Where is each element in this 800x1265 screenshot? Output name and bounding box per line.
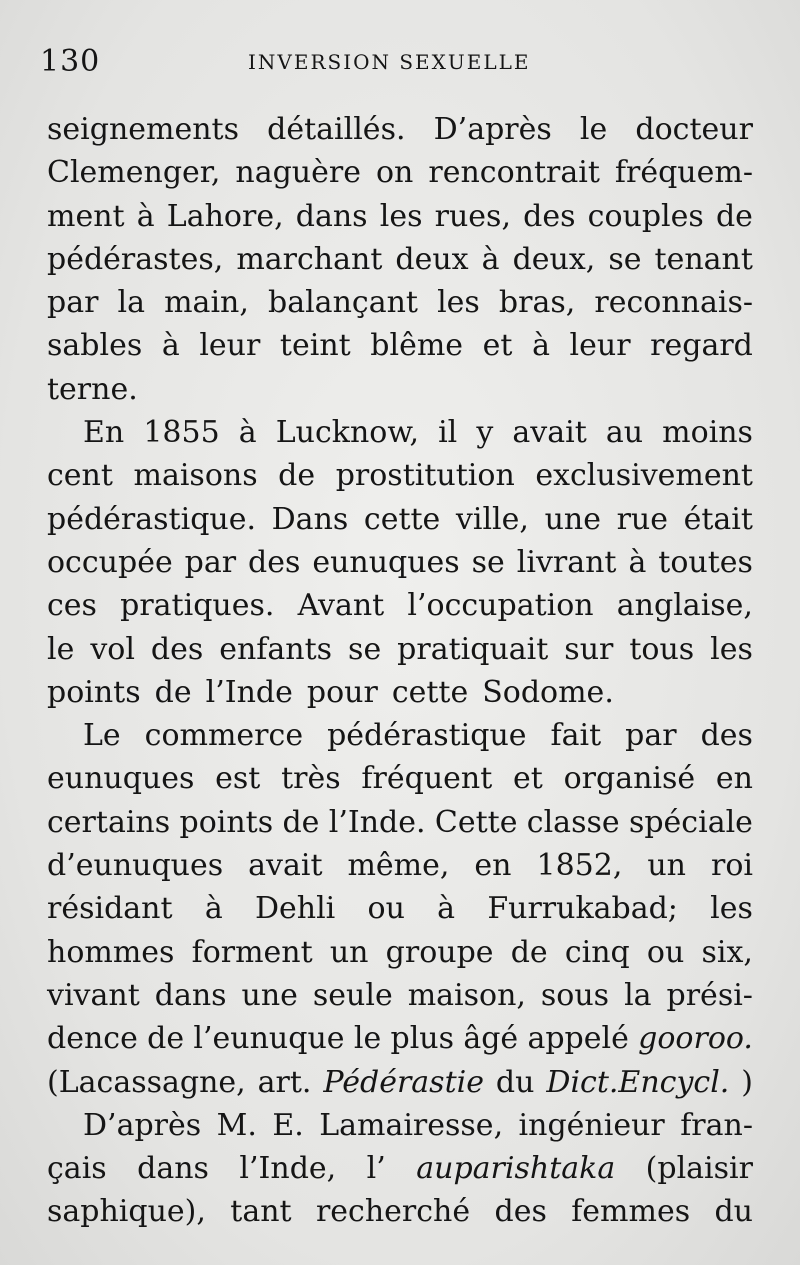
word: par	[184, 544, 237, 580]
word: recherché	[315, 1194, 471, 1230]
word: tous	[629, 631, 695, 667]
word: cinq	[564, 934, 630, 970]
word: pratiquait	[397, 631, 549, 667]
word: eunuques	[312, 544, 460, 580]
word: les	[379, 198, 423, 234]
word: du	[714, 1194, 753, 1230]
word: prési-	[666, 977, 753, 1013]
word: regard	[650, 328, 753, 364]
text-line	[47, 671, 753, 714]
text-line	[47, 844, 753, 887]
word: l’Inde.	[328, 804, 426, 840]
text-line	[47, 411, 753, 454]
word: organisé	[563, 761, 696, 797]
word: gooroo.	[638, 1021, 753, 1057]
word: l’Inde,	[239, 1151, 337, 1187]
text-line	[47, 1017, 753, 1060]
word: par	[47, 285, 99, 321]
word: fréquem-	[614, 155, 753, 191]
word: teint	[279, 328, 351, 364]
word: à	[628, 544, 647, 580]
word: un	[329, 934, 369, 970]
word: la	[117, 285, 146, 321]
text-line	[47, 238, 753, 281]
word: marchant	[236, 241, 383, 277]
word: occupée	[47, 544, 173, 580]
word: tenant	[654, 241, 753, 277]
word: anglaise,	[616, 588, 753, 624]
word: spéciale	[628, 804, 753, 840]
word: en	[715, 761, 753, 797]
text-line	[47, 1190, 753, 1233]
word: et	[513, 761, 543, 797]
word: Lamairesse,	[319, 1107, 504, 1143]
word: commerce	[144, 718, 304, 754]
word: çais	[47, 1151, 107, 1187]
text-line	[47, 541, 753, 584]
word: de	[278, 458, 316, 494]
word: ville,	[455, 501, 529, 537]
word: les	[710, 891, 753, 927]
word: D’après	[433, 112, 552, 147]
word: bras,	[498, 285, 576, 321]
word: de	[510, 934, 548, 970]
word: seignements	[47, 112, 239, 147]
text-line	[47, 1104, 753, 1147]
text-line	[47, 931, 753, 974]
word: deux	[395, 241, 469, 277]
word: rues,	[434, 198, 511, 234]
word: Sodome.	[482, 674, 614, 710]
word: à	[238, 415, 257, 451]
word: ou	[367, 891, 405, 927]
word: art.	[257, 1064, 312, 1100]
word: Pédérastie	[323, 1064, 484, 1100]
word: pédérastique.	[47, 501, 257, 537]
word: âgé	[463, 1021, 519, 1057]
page-header	[40, 44, 560, 84]
word: vivant	[47, 977, 140, 1013]
word: D’après	[83, 1107, 202, 1143]
word: le	[47, 631, 75, 667]
word: leur	[569, 328, 631, 364]
word: main,	[164, 285, 249, 321]
word: appelé	[527, 1021, 629, 1057]
word: Lucknow,	[275, 415, 419, 451]
word: à	[161, 328, 180, 364]
text-line	[47, 801, 753, 844]
word: à	[532, 328, 550, 364]
word: à	[136, 198, 155, 234]
word: fait	[550, 718, 602, 754]
text-line	[47, 498, 753, 541]
word: points	[179, 804, 274, 840]
word: à	[204, 891, 223, 927]
word: enfants	[219, 631, 333, 667]
word: groupe	[385, 934, 494, 970]
body-text	[47, 108, 753, 1234]
word: Avant	[297, 588, 385, 624]
word: docteur	[635, 112, 753, 147]
word: )	[741, 1064, 753, 1100]
word: de	[715, 198, 753, 234]
word: couples	[587, 198, 704, 234]
word: En	[83, 415, 125, 451]
word: de	[154, 674, 192, 710]
word: l’eunuque	[193, 1021, 345, 1057]
word: six,	[701, 934, 753, 970]
word: (plaisir	[645, 1151, 753, 1187]
word: exclusivement	[535, 458, 753, 494]
word: un	[647, 848, 687, 884]
word: pédérastique	[327, 718, 527, 754]
word: Lahore,	[166, 198, 284, 234]
word: détaillés.	[267, 112, 406, 147]
word: on	[375, 155, 414, 191]
page-number: 130	[40, 44, 101, 79]
word: se	[348, 631, 382, 667]
word: une	[544, 501, 601, 537]
word: des	[494, 1194, 547, 1230]
text-line	[47, 974, 753, 1017]
word: les	[710, 631, 753, 667]
word: 1852,	[536, 848, 623, 884]
word: la	[624, 977, 652, 1013]
word: avait	[248, 848, 323, 884]
word: une	[241, 977, 298, 1013]
word: prostitution	[335, 458, 515, 494]
word: deux,	[512, 241, 596, 277]
word: moins	[662, 415, 753, 451]
text-line	[47, 454, 753, 497]
word: cette	[391, 674, 469, 710]
word: le	[353, 1021, 382, 1057]
word: saphique),	[47, 1194, 206, 1230]
word: de	[282, 804, 320, 840]
word: cent	[47, 458, 113, 494]
word: y	[476, 415, 494, 451]
word: Dict.Encycl.	[546, 1064, 730, 1100]
word: maison,	[407, 977, 526, 1013]
text-line	[47, 368, 753, 411]
word: pour	[306, 674, 378, 710]
word: même,	[347, 848, 450, 884]
word: fréquent	[361, 761, 493, 797]
word: des	[523, 198, 576, 234]
text-line	[47, 1147, 753, 1190]
word: E.	[272, 1107, 304, 1143]
word: forment	[191, 934, 313, 970]
word: des	[248, 544, 301, 580]
word: Le	[83, 718, 121, 754]
word: points	[47, 674, 141, 710]
word: Cette	[434, 804, 518, 840]
word: d’eunuques	[47, 848, 224, 884]
word: toutes	[658, 544, 753, 580]
word: femmes	[571, 1194, 691, 1230]
word: le	[579, 112, 608, 147]
word: Clemenger,	[47, 155, 221, 191]
word: dans	[295, 198, 368, 234]
word: tant	[230, 1194, 292, 1230]
word: pédérastes,	[47, 241, 224, 277]
word: rue	[616, 501, 668, 537]
word: livrant	[516, 544, 617, 580]
word: naguère	[235, 155, 361, 191]
word: l’Inde	[205, 674, 293, 710]
text-line	[47, 887, 753, 930]
word: leur	[199, 328, 261, 364]
word: fran-	[680, 1107, 753, 1143]
word: avait	[512, 415, 587, 451]
word: du	[495, 1064, 535, 1100]
word: ou	[646, 934, 685, 970]
word: à	[481, 241, 500, 277]
word: il	[438, 415, 458, 451]
word: pratiques.	[120, 588, 275, 624]
word: en	[474, 848, 512, 884]
word: résidant	[47, 891, 173, 927]
text-line	[47, 151, 753, 194]
word: sous	[540, 977, 610, 1013]
word: 1855	[143, 415, 220, 451]
word: roi	[711, 848, 753, 884]
word: (Lacassagne,	[47, 1064, 246, 1100]
word: était	[683, 501, 753, 537]
word: ment	[47, 198, 125, 234]
text-line	[47, 714, 753, 757]
word: Dehli	[254, 891, 336, 927]
word: classe	[526, 804, 620, 840]
word: se	[471, 544, 505, 580]
text-line	[47, 1061, 753, 1104]
word: par	[625, 718, 677, 754]
word: eunuques	[47, 761, 195, 797]
word: l’occupation	[407, 588, 594, 624]
word: auparishtaka	[416, 1151, 616, 1187]
word: cette	[363, 501, 441, 537]
word: Furrukabad;	[487, 891, 678, 927]
word: balançant	[268, 285, 418, 321]
text-line	[47, 324, 753, 367]
word: seule	[312, 977, 393, 1013]
word: dans	[137, 1151, 209, 1187]
word: ingénieur	[518, 1107, 665, 1143]
word: dence	[47, 1021, 138, 1057]
word: sables	[47, 328, 143, 364]
word: certains	[47, 804, 171, 840]
word: hommes	[47, 934, 175, 970]
word: les	[437, 285, 480, 321]
word: Dans	[271, 501, 349, 537]
word: est	[215, 761, 261, 797]
word: ces	[47, 588, 97, 624]
text-line	[47, 628, 753, 671]
word: terne.	[47, 371, 138, 407]
text-line	[47, 108, 753, 151]
word: M.	[216, 1107, 257, 1143]
text-line	[47, 757, 753, 800]
word: dans	[154, 977, 227, 1013]
word: blême	[370, 328, 464, 364]
word: des	[700, 718, 753, 754]
word: très	[281, 761, 341, 797]
word: se	[608, 241, 642, 277]
text-line	[47, 195, 753, 238]
word: vol	[90, 631, 135, 667]
word: plus	[390, 1021, 455, 1057]
word: l’	[366, 1151, 386, 1187]
word: rencontrait	[428, 155, 600, 191]
text-line	[47, 584, 753, 627]
word: au	[605, 415, 644, 451]
text-line	[47, 281, 753, 324]
word: sur	[564, 631, 614, 667]
word: des	[150, 631, 204, 667]
word: de	[147, 1021, 185, 1057]
word: reconnais-	[594, 285, 753, 321]
running-title: INVERSION SEXUELLE	[248, 50, 531, 74]
word: maisons	[133, 458, 258, 494]
word: et	[482, 328, 513, 364]
word: à	[437, 891, 456, 927]
